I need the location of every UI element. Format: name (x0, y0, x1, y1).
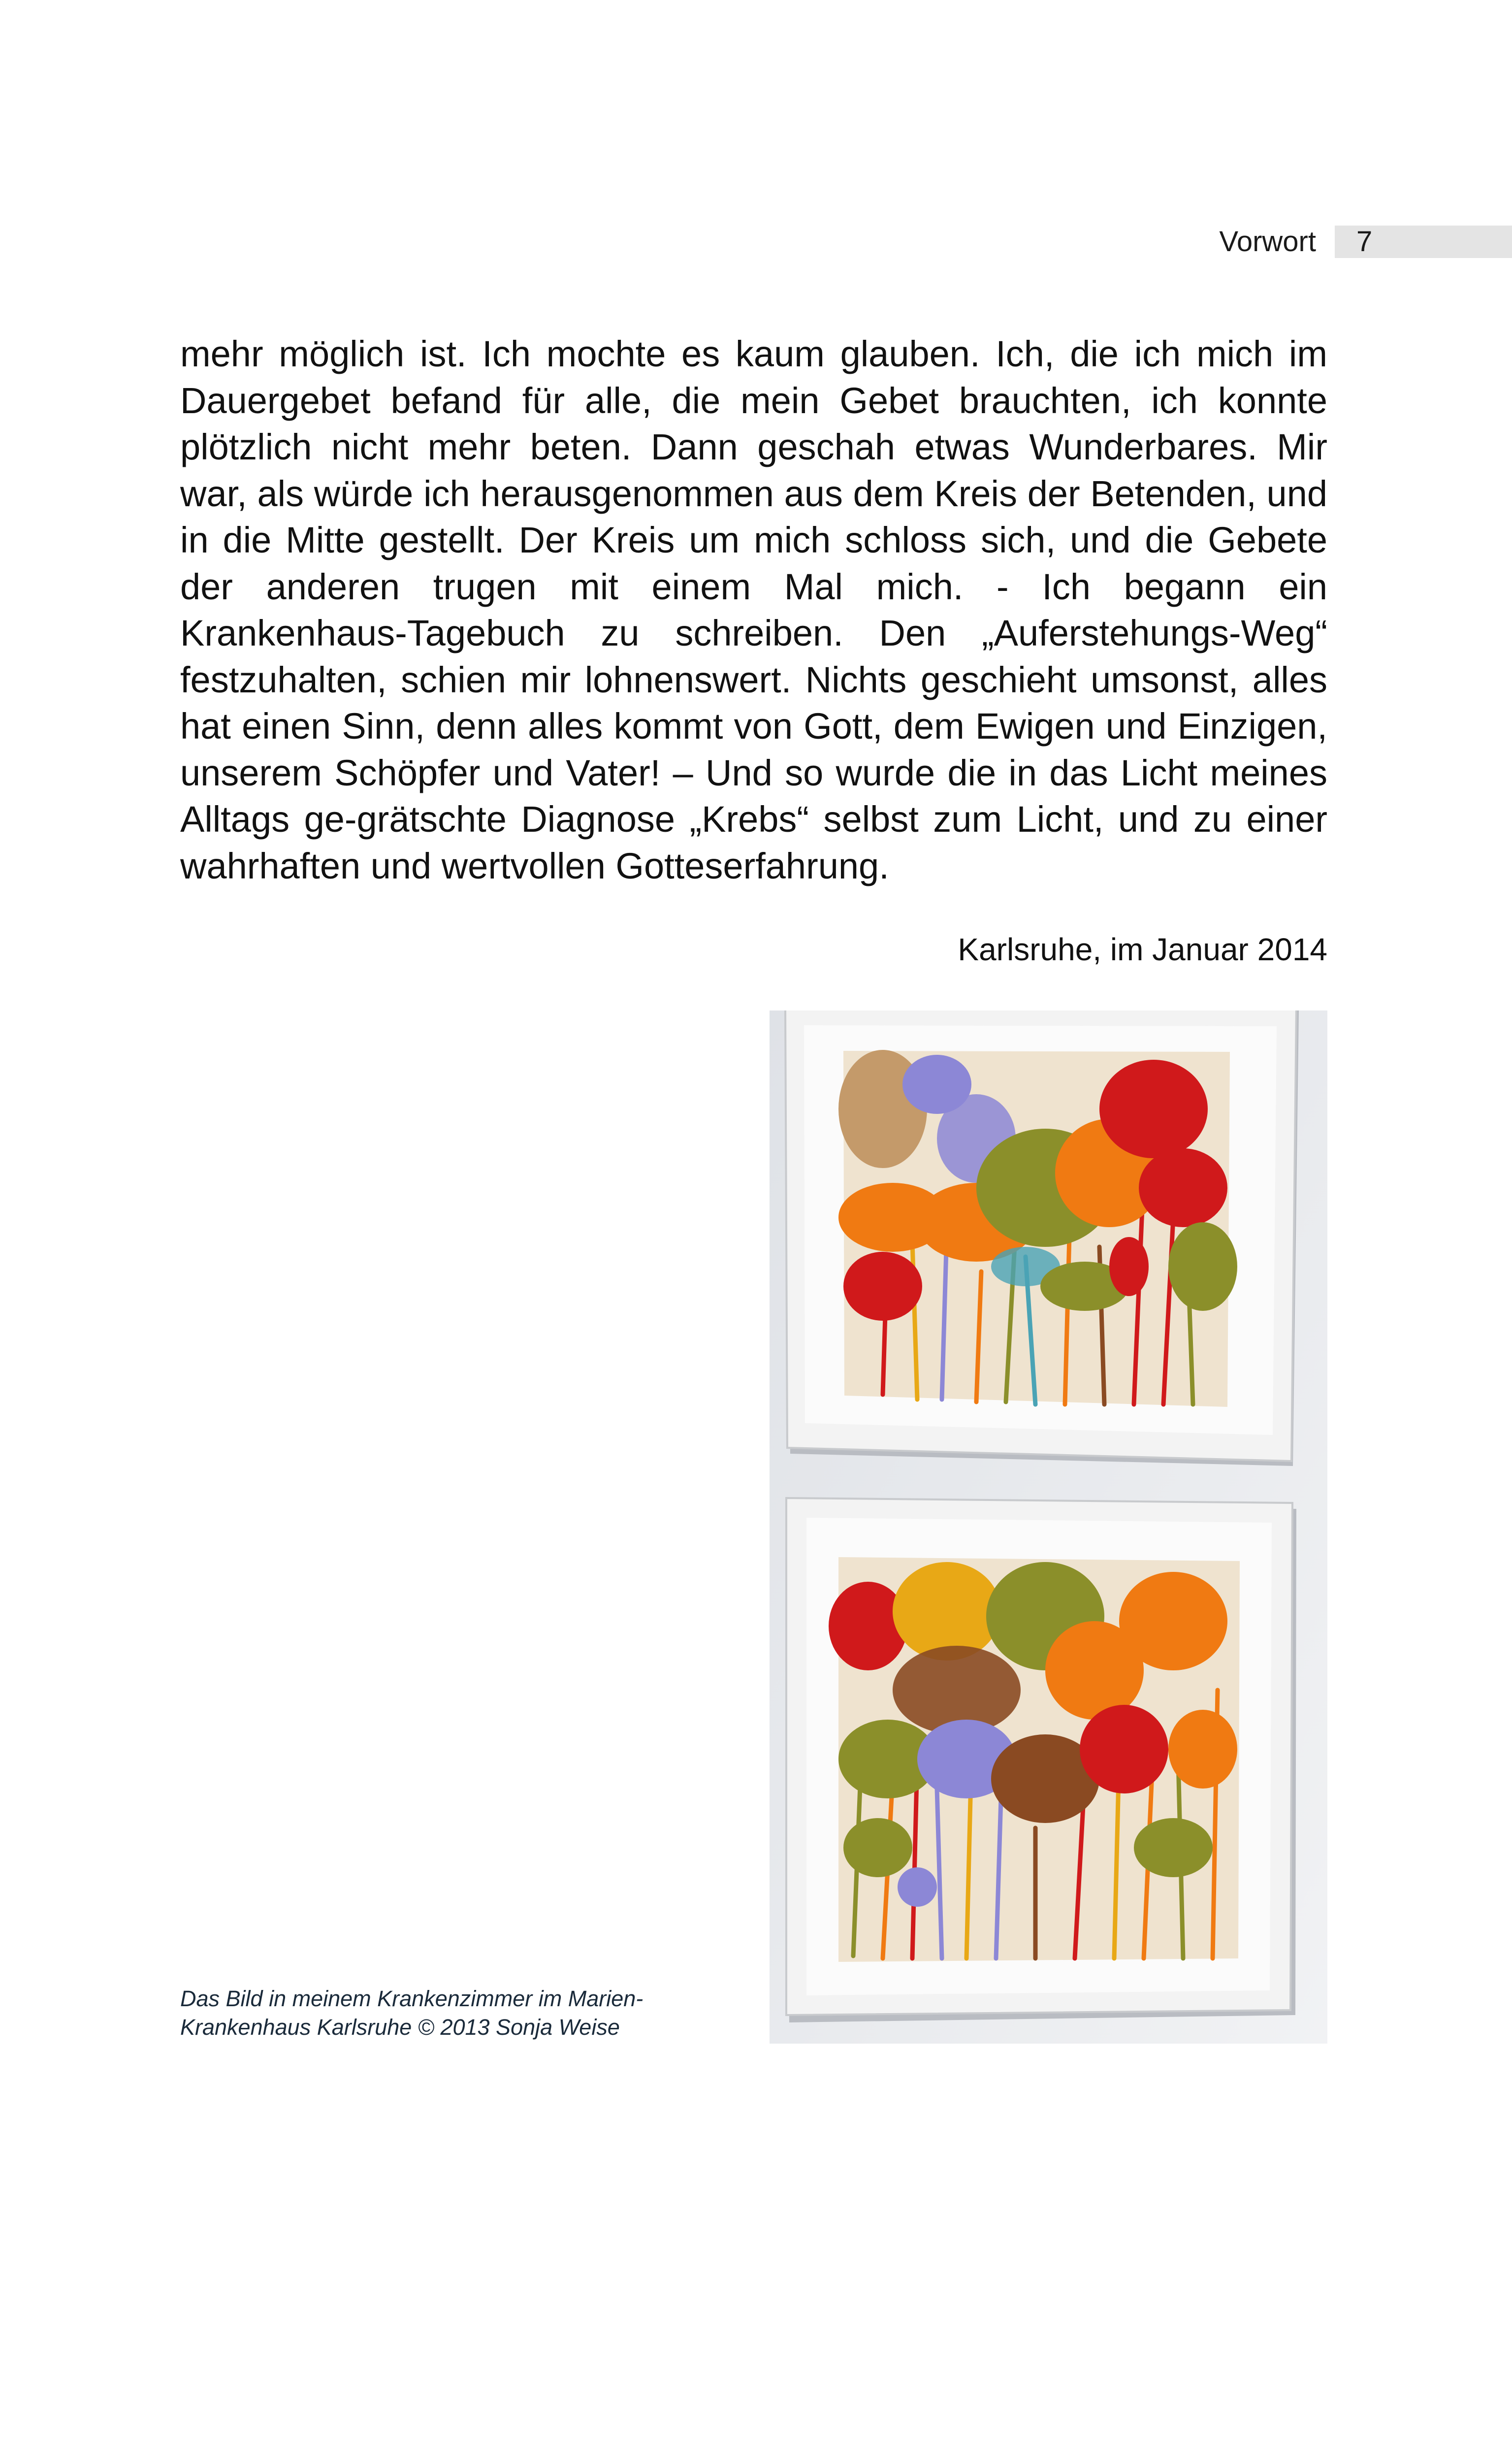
body-paragraph: mehr möglich ist. Ich mochte es kaum glauben. Ich, die ich mich im Dauergebet befand für alle, die mein Gebet brauchten, ich konnte plötzlich nicht mehr beten. Dann geschah etwas Wunderbares. Mir war, als würde ich herausgenommen aus dem Kreis der Betenden, und in die Mitte gestellt. Der Kreis um mich schloss sich, und die Gebete der anderen trugen mit einem Mal mich. - Ich begann ein Krankenhaus-Tagebuch zu schreiben. Den „Auferstehungs-Weg“ festzuhalten, schien mir lohnenswert. Nichts geschieht umsonst, alles hat einen Sinn, denn alles kommt von Gott, dem Ewigen und Einzigen, unserem Schöpfer und Vater! – Und so wurde die in das Licht meines Alltags ge-grätschte Diagnose „Krebs“ selbst zum Licht, und zu einer wahrhaften und wertvollen Gotteserfahrung. (180, 333, 1327, 886)
caption-line-1: Das Bild in meinem Krankenzimmer im Marien- (180, 1986, 643, 2011)
page-number: 7 (1335, 226, 1512, 258)
bottom-framed-print (786, 1498, 1296, 2022)
section-title: Vorwort (1219, 226, 1316, 258)
top-framed-print (785, 1010, 1299, 1466)
photo-framed-flower-prints (770, 1010, 1327, 2044)
running-header (1219, 226, 1512, 258)
place-date-signoff: Karlsruhe, im Januar 2014 (958, 932, 1327, 967)
image-caption (180, 1985, 737, 2042)
caption-line-2: Krankenhaus Karlsruhe © 2013 Sonja Weise (180, 2015, 620, 2040)
